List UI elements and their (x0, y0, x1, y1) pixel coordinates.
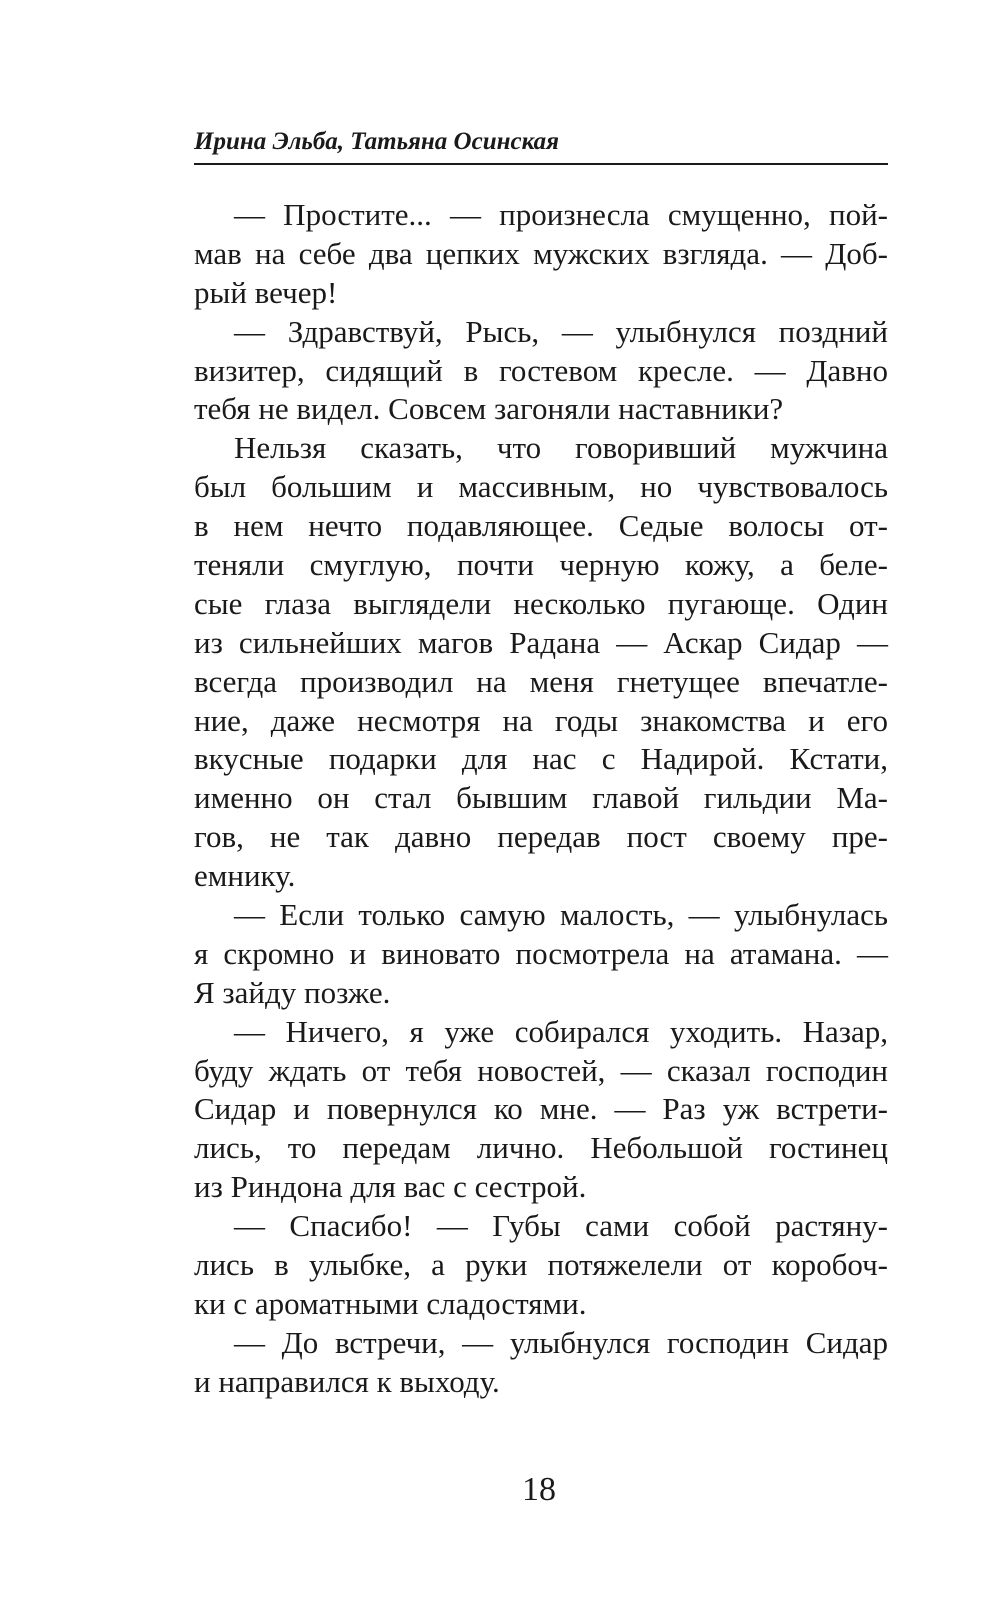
text-line: ки с ароматными сладостями. (194, 1285, 587, 1321)
text-line: — Спасибо! — Губы сами собой растяну- (234, 1208, 888, 1244)
text-line: лись, то передам лично. Небольшой гостинец (194, 1130, 888, 1166)
text-line: Нельзя сказать, что говоривший мужчина (234, 430, 888, 466)
body-text (194, 196, 888, 1402)
text-line: тебя не видел. Совсем загоняли наставники? (194, 391, 784, 427)
text-line: — Простите... — произнесла смущенно, пой- (234, 197, 888, 232)
text-line: из сильнейших магов Радана — Аскар Сидар — (194, 624, 888, 660)
text-line: я скромно и виновато посмотрела на атамана. — (194, 935, 888, 971)
running-head: Ирина Эльба, Татьяна Осинская (194, 128, 560, 155)
text-line: емнику. (194, 858, 296, 894)
text-line: — Если только самую малость, — улыбнулась (234, 897, 888, 933)
text-line: именно он стал бывшим главой гильдии Ма- (194, 780, 888, 816)
text-line: лись в улыбке, а руки потяжелели от коробоч- (194, 1247, 888, 1283)
page-number: 18 (522, 1471, 556, 1508)
text-line: вкусные подарки для нас с Надирой. Кстати, (194, 741, 888, 777)
text-line: — Ничего, я уже собирался уходить. Назар, (234, 1013, 888, 1049)
text-line: — Здравствуй, Рысь, — улыбнулся поздний (234, 313, 888, 349)
text-line: ние, даже несмотря на годы знакомства и его (194, 702, 888, 738)
text-line: визитер, сидящий в гостевом кресле. — Давно (194, 352, 888, 388)
text-line: и направился к выходу. (194, 1363, 500, 1399)
text-line: буду ждать от тебя новостей, — сказал господин (194, 1052, 888, 1088)
text-line: гов, не так давно передав пост своему пре- (194, 819, 888, 855)
text-line: мав на себе два цепких мужских взгляда. — Доб- (194, 235, 888, 271)
text-line: теняли смуглую, почти черную кожу, а беле- (194, 547, 888, 583)
header-rule (194, 163, 888, 165)
text-line: из Риндона для вас с сестрой. (194, 1169, 587, 1205)
text-line: в нем нечто подавляющее. Седые волосы от- (194, 508, 888, 544)
text-line: сые глаза выглядели несколько пугающе. Один (194, 585, 888, 621)
text-line: — До встречи, — улыбнулся господин Сидар (234, 1324, 888, 1360)
text-line: Я зайду позже. (194, 974, 391, 1010)
text-line: Сидар и повернулся ко мне. — Раз уж встрети- (194, 1091, 888, 1127)
text-line: рый вечер! (194, 274, 338, 310)
text-line: всегда производил на меня гнетущее впечатле- (194, 663, 888, 699)
text-line: был большим и массивным, но чувствовалось (194, 469, 888, 505)
